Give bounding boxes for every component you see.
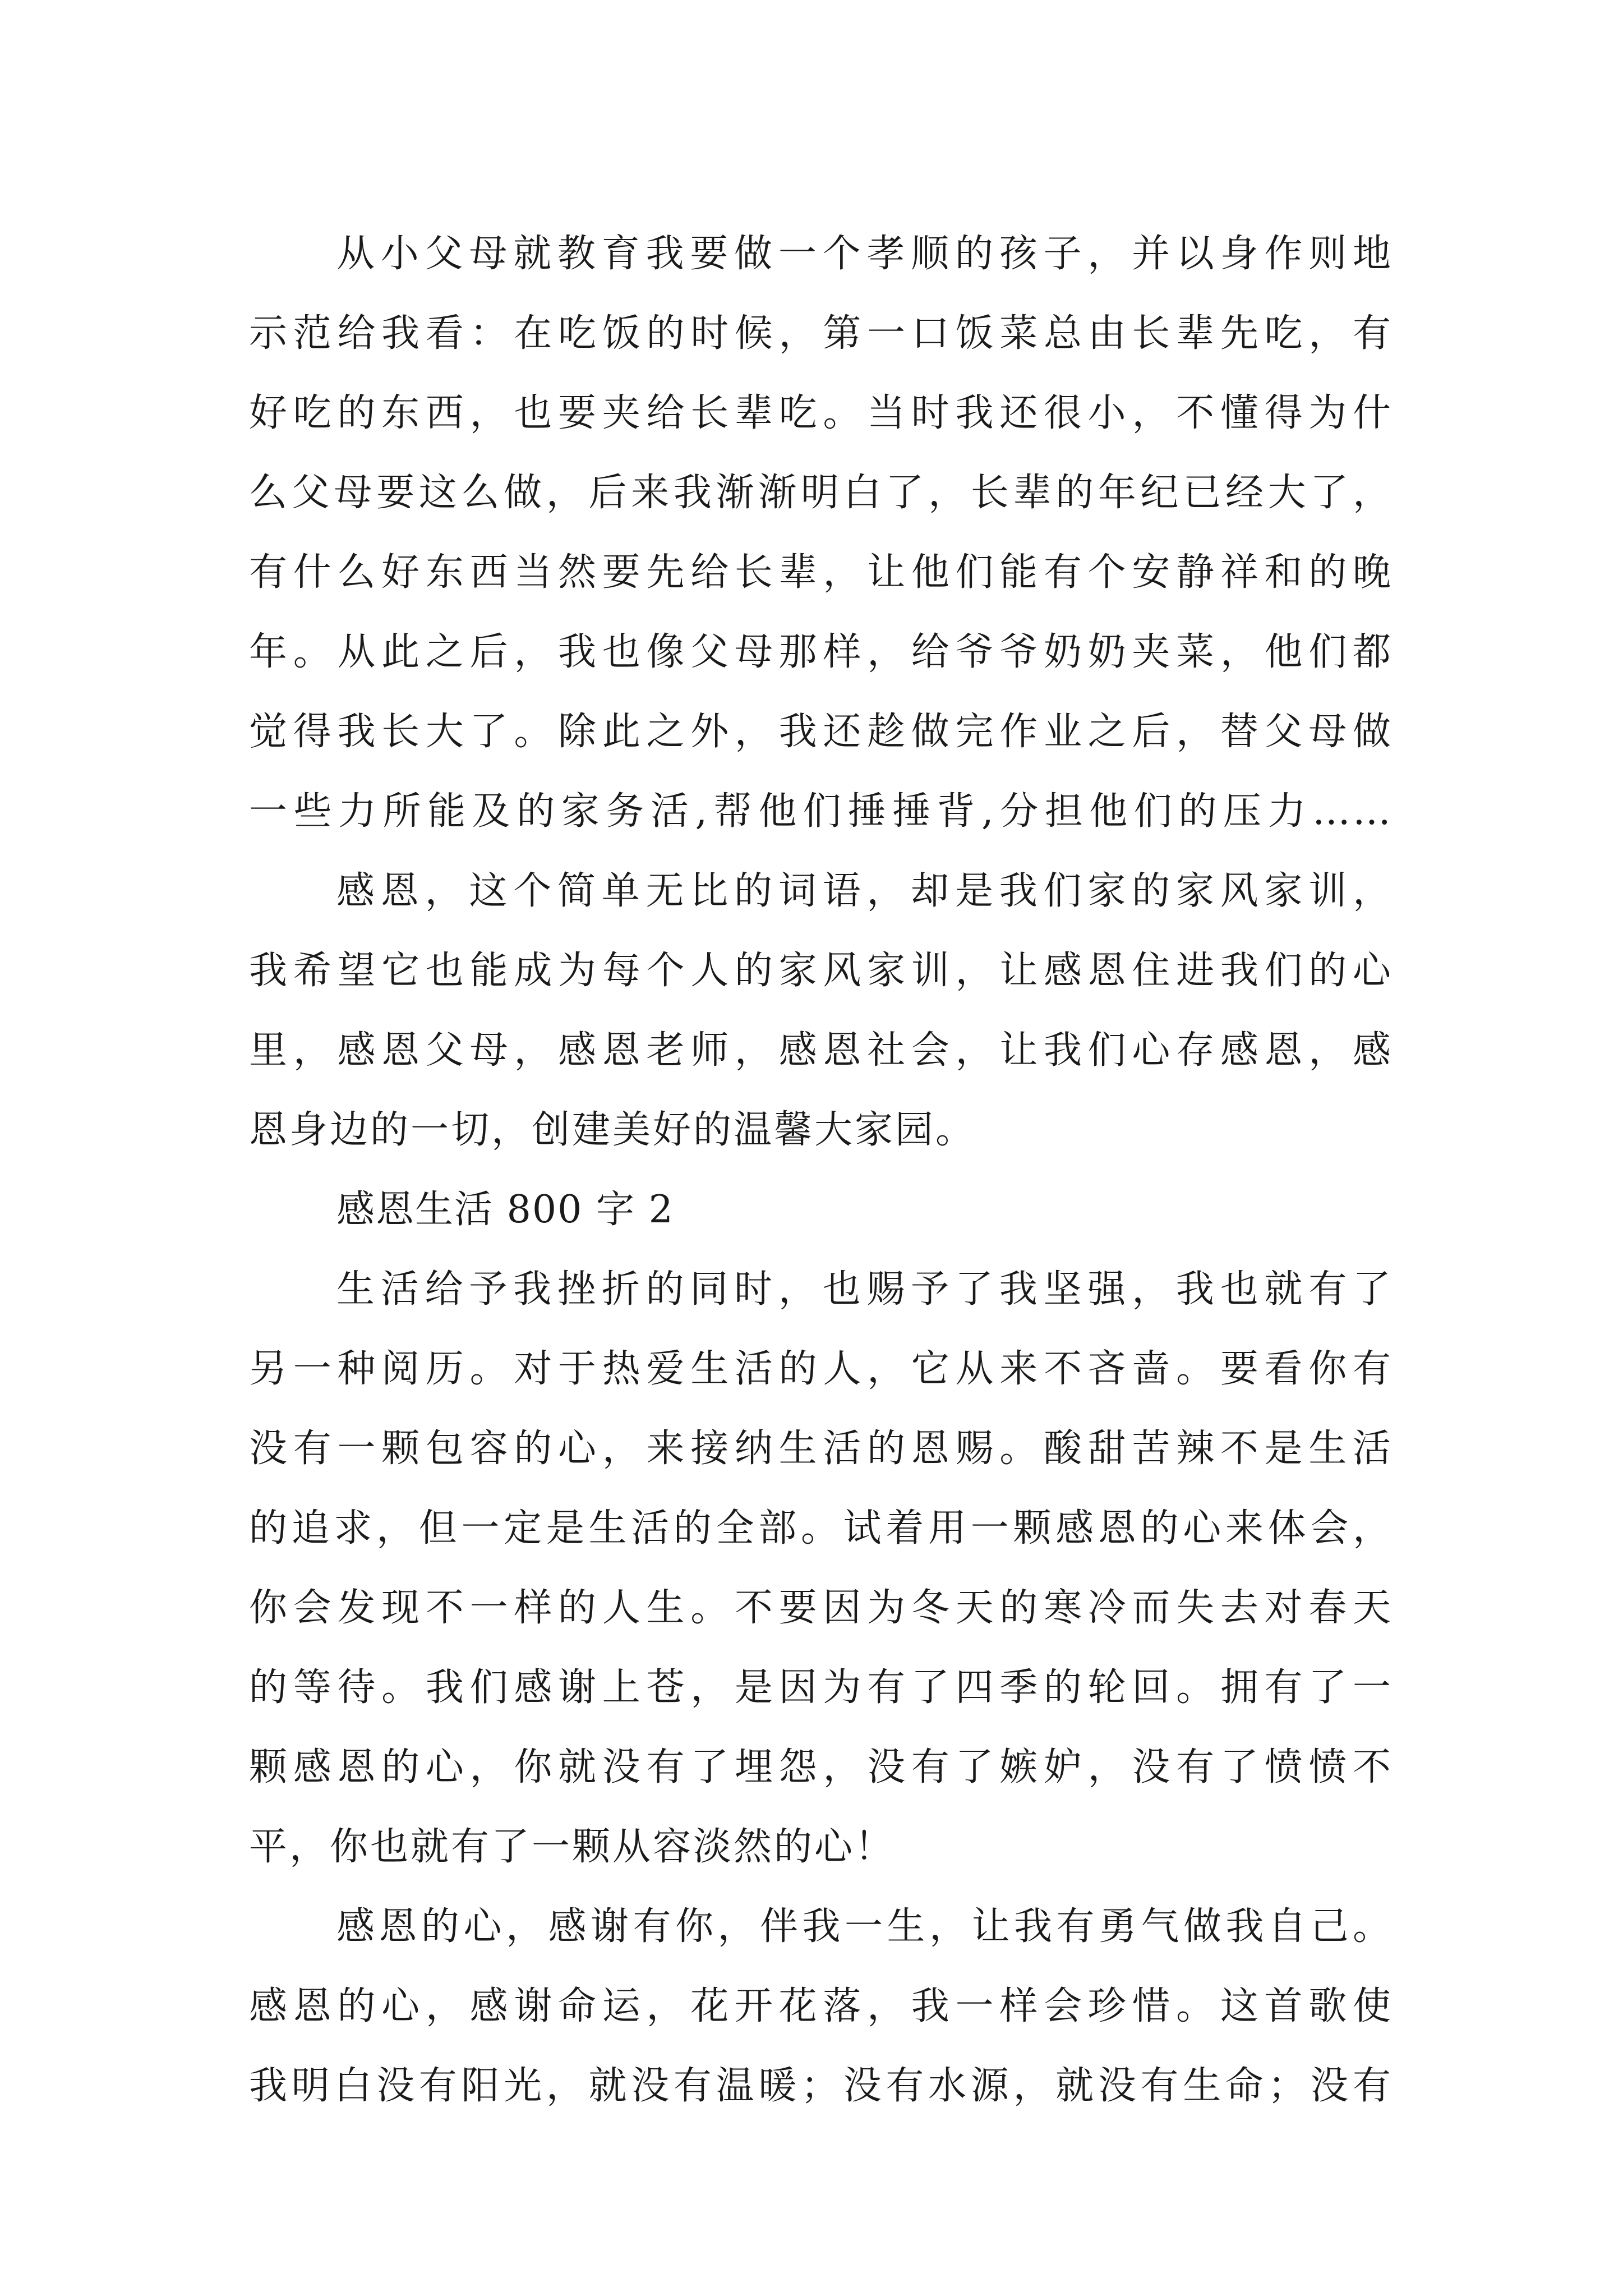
text-line: 没有一颗包容的心，来接纳生活的恩赐。酸甜苦辣不是生活	[249, 1427, 1393, 1471]
text-line: 我希望它也能成为每个人的家风家训，让感恩住进我们的心	[249, 949, 1393, 993]
text-line: 感恩，这个简单无比的词语，却是我们家的家风家训，	[336, 869, 1393, 913]
text-line: 你会发现不一样的人生。不要因为冬天的寒冷而失去对春天	[249, 1586, 1393, 1630]
text-line: 平，你也就有了一颗从容淡然的心！	[249, 1825, 896, 1869]
section-heading: 感恩生活 800 字 2	[336, 1188, 674, 1232]
text-line: 示范给我看：在吃饭的时候，第一口饭菜总由长辈先吃，有	[249, 311, 1393, 356]
document-body	[249, 214, 1393, 2126]
text-line: 年。从此之后，我也像父母那样，给爷爷奶奶夹菜，他们都	[249, 630, 1393, 674]
text-line: 里，感恩父母，感恩老师，感恩社会，让我们心存感恩，感	[249, 1028, 1393, 1073]
text-line: 的追求，但一定是生活的全部。试着用一颗感恩的心来体会，	[249, 1506, 1393, 1550]
text-line: 的等待。我们感谢上苍，是因为有了四季的轮回。拥有了一	[249, 1665, 1393, 1710]
text-line: 生活给予我挫折的同时，也赐予了我坚强，我也就有了	[336, 1267, 1393, 1312]
text-line: 觉得我长大了。除此之外，我还趁做完作业之后，替父母做	[249, 710, 1393, 754]
text-line: 恩身边的一切，创建美好的温馨大家园。	[249, 1108, 976, 1152]
text-line: 颗感恩的心，你就没有了埋怨，没有了嫉妒，没有了愤愤不	[249, 1745, 1393, 1789]
text-line: 从小父母就教育我要做一个孝顺的孩子，并以身作则地	[336, 232, 1393, 276]
text-line: 一些力所能及的家务活,帮他们捶捶背,分担他们的压力……	[249, 789, 1393, 834]
text-line: 感恩的心，感谢命运，花开花落，我一样会珍惜。这首歌使	[249, 1984, 1393, 2028]
text-line: 好吃的东西，也要夹给长辈吃。当时我还很小，不懂得为什	[249, 391, 1393, 435]
text-line: 有什么好东西当然要先给长辈，让他们能有个安静祥和的晚	[249, 550, 1393, 595]
text-line: 感恩的心，感谢有你，伴我一生，让我有勇气做我自己。	[336, 1904, 1393, 1949]
text-line: 我明白没有阳光，就没有温暖；没有水源，就没有生命；没有	[249, 2064, 1393, 2108]
text-line: 么父母要这么做，后来我渐渐明白了，长辈的年纪已经大了，	[249, 471, 1393, 515]
text-line: 另一种阅历。对于热爱生活的人，它从来不吝啬。要看你有	[249, 1347, 1393, 1391]
